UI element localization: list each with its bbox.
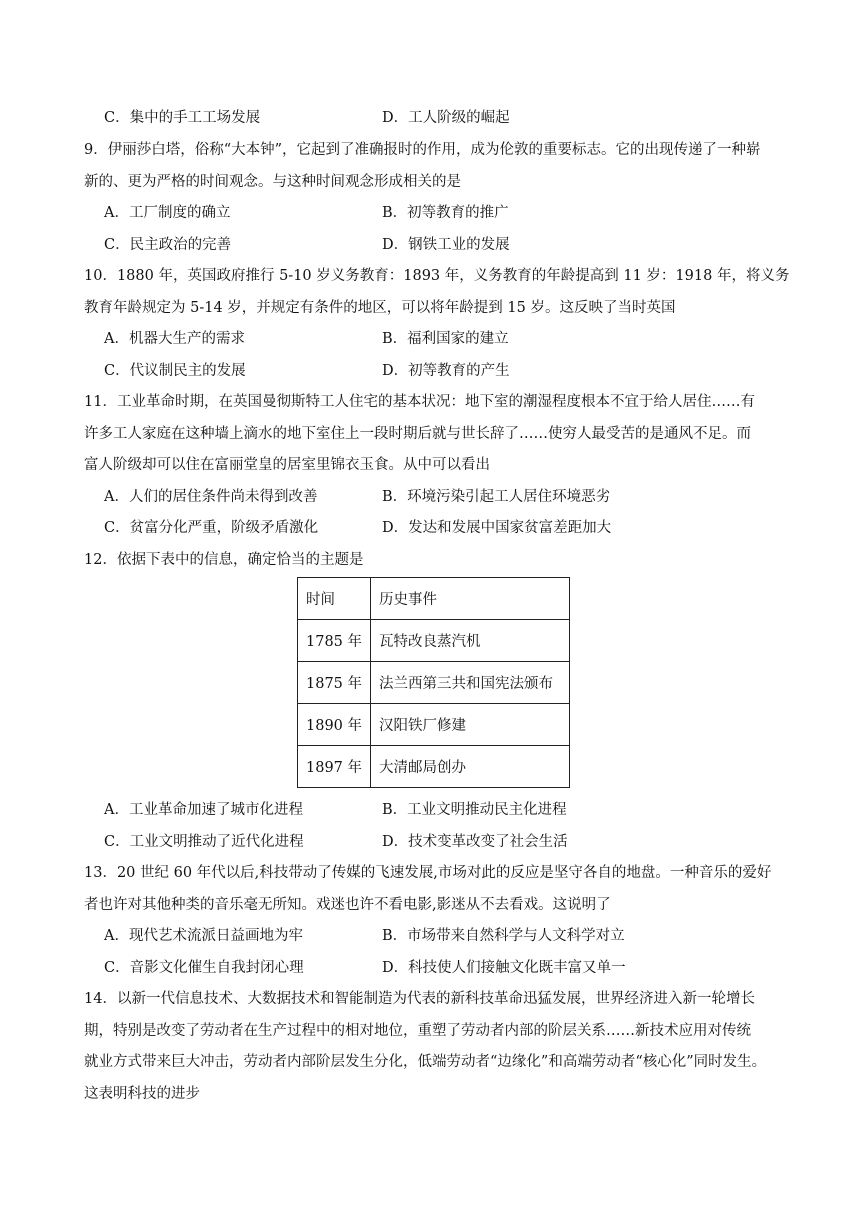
- table-cell-year: 1785 年: [298, 620, 371, 662]
- table-cell-event: 法兰西第三共和国宪法颁布: [371, 662, 570, 704]
- q10-stem-line2: 教育年龄规定为 5-14 岁，并规定有条件的地区，可以将年龄提到 15 岁。这反映了当时英国: [84, 300, 676, 316]
- q12-option-a: A．工业革命加速了城市化进程: [104, 802, 303, 818]
- q11-stem-line1: 11．工业革命时期，在英国曼彻斯特工人住宅的基本状况：地下室的潮湿程度根本不宜于给人居住……有: [84, 394, 755, 410]
- q12-option-d: D．技术变革改变了社会生活: [382, 834, 568, 850]
- q8-option-c: C．集中的手工工场发展: [104, 110, 261, 126]
- q14-stem-line4: 这表明科技的进步: [84, 1086, 200, 1102]
- q13-stem-line2: 者也许对其他种类的音乐毫无所知。戏迷也许不看电影,影迷从不去看戏。这说明了: [84, 897, 611, 913]
- q13-option-c: C．音影文化催生自我封闭心理: [104, 960, 304, 976]
- q10-option-c: C．代议制民主的发展: [104, 363, 246, 379]
- table-cell-event: 大清邮局创办: [371, 746, 570, 788]
- table-cell-year: 1897 年: [298, 746, 371, 788]
- q11-option-a: A．人们的居住条件尚未得到改善: [104, 489, 318, 505]
- table-header-row: [298, 578, 570, 620]
- table-cell-year: 1890 年: [298, 704, 371, 746]
- q11-option-b: B．环境污染引起工人居住环境恶劣: [382, 489, 611, 505]
- q11-option-d: D．发达和发展中国家贫富差距加大: [382, 520, 612, 536]
- q11-option-c: C．贫富分化严重，阶级矛盾激化: [104, 520, 319, 536]
- table-row: [298, 746, 570, 788]
- q10-option-a: A．机器大生产的需求: [104, 331, 245, 347]
- q9-stem-line1: 9．伊丽莎白塔，俗称“大本钟”，它起到了准确报时的作用，成为伦敦的重要标志。它的出现传递了一种崭: [84, 142, 761, 158]
- q8-option-d: D．工人阶级的崛起: [382, 110, 510, 126]
- table-row: [298, 704, 570, 746]
- table-row: [298, 662, 570, 704]
- q9-option-a: A．工厂制度的确立: [104, 205, 231, 221]
- table-cell-year: 1875 年: [298, 662, 371, 704]
- q14-stem-line3: 就业方式带来巨大冲击，劳动者内部阶层发生分化，低端劳动者“边缘化”和高端劳动者“核心化”同时发生。: [84, 1054, 767, 1070]
- q10-stem-line1: 10．1880 年，英国政府推行 5-10 岁义务教育：1893 年，义务教育的年龄提高到 11 岁：1918 年，将义务: [84, 268, 790, 284]
- q14-stem-line2: 期，特别是改变了劳动者在生产过程中的相对地位，重塑了劳动者内部的阶层关系……新技术应用对传统: [84, 1023, 751, 1039]
- q13-option-b: B．市场带来自然科学与人文科学对立: [382, 928, 625, 944]
- q14-stem-line1: 14．以新一代信息技术、大数据技术和智能制造为代表的新科技革命迅猛发展，世界经济进入新一轮增长: [84, 991, 755, 1007]
- q11-stem-line2: 许多工人家庭在这种墙上滴水的地下室住上一段时期后就与世长辞了……使穷人最受苦的是通风不足。而: [84, 426, 751, 442]
- q12-option-c: C．工业文明推动了近代化进程: [104, 834, 304, 850]
- q13-stem-line1: 13．20 世纪 60 年代以后,科技带动了传媒的飞速发展,市场对此的反应是坚守各自的地盘。一种音乐的爱好: [84, 865, 772, 881]
- q10-option-b: B．福利国家的建立: [382, 331, 509, 347]
- q13-option-a: A．现代艺术流派日益画地为牢: [104, 928, 303, 944]
- q9-option-b: B．初等教育的推广: [382, 205, 509, 221]
- table-cell-event: 汉阳铁厂修建: [371, 704, 570, 746]
- q13-option-d: D．科技使人们接触文化既丰富又单一: [382, 960, 626, 976]
- table-header-cell: 时间: [298, 578, 371, 620]
- q11-stem-line3: 富人阶级却可以住在富丽堂皇的居室里锦衣玉食。从中可以看出: [84, 457, 490, 473]
- table-row: [298, 620, 570, 662]
- q9-option-d: D．钢铁工业的发展: [382, 237, 510, 253]
- q9-option-c: C．民主政治的完善: [104, 237, 232, 253]
- table-cell-event: 瓦特改良蒸汽机: [371, 620, 570, 662]
- q12-stem-line1: 12．依据下表中的信息，确定恰当的主题是: [84, 552, 364, 568]
- table-header-cell: 历史事件: [371, 578, 570, 620]
- q12-option-b: B．工业文明推动民主化进程: [382, 802, 567, 818]
- q9-stem-line2: 新的、更为严格的时间观念。与这种时间观念形成相关的是: [84, 174, 461, 190]
- q10-option-d: D．初等教育的产生: [382, 363, 510, 379]
- q12-history-table: [297, 577, 570, 788]
